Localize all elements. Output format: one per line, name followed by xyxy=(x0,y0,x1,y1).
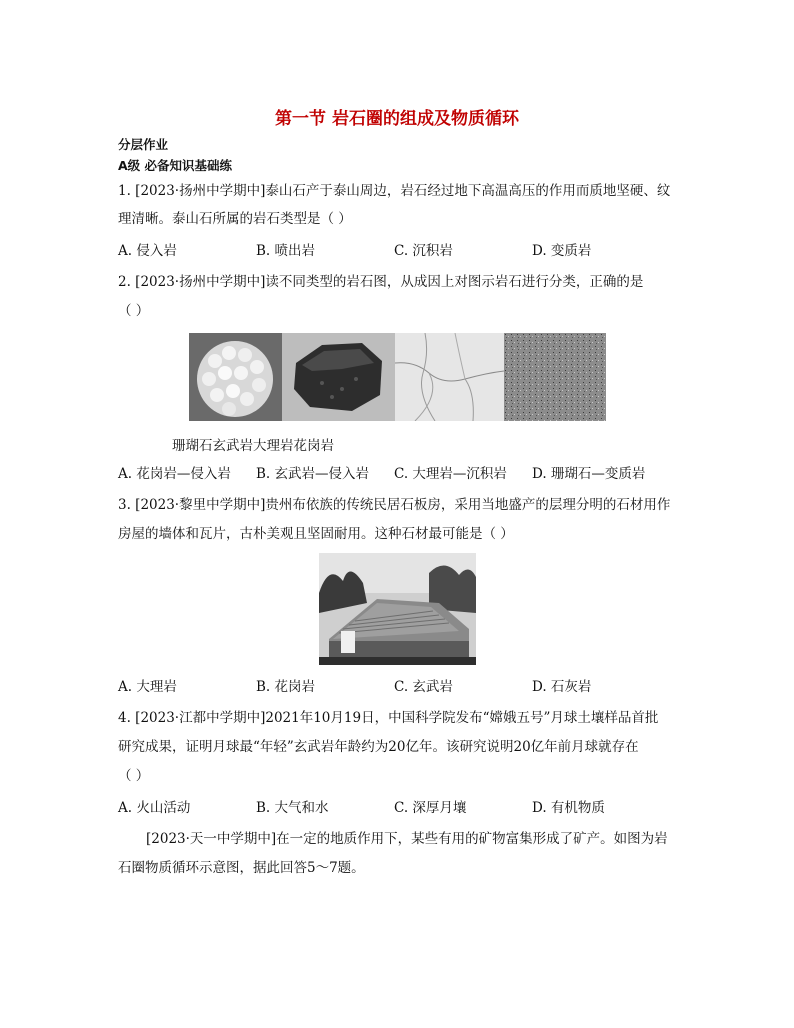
q2-stem-line2: （ ） xyxy=(118,303,150,319)
q2-option-d[interactable]: D. 珊瑚石—变质岩 xyxy=(532,466,646,482)
q1-option-a[interactable]: A. 侵入岩 xyxy=(118,243,177,259)
basalt-image xyxy=(282,333,395,421)
granite-image xyxy=(504,333,606,421)
q4-option-b[interactable]: B. 大气和水 xyxy=(256,800,329,816)
q1-stem-line2: 理清晰。泰山石所属的岩石类型是（ ） xyxy=(118,211,352,227)
coral-stone-image xyxy=(189,333,282,421)
intro-line1: [2023·天一中学期中]在一定的地质作用下，某些有用的矿物富集形成了矿产。如图为岩 xyxy=(146,831,668,847)
q1-stem-line1: 1. [2023·扬州中学期中]泰山石产于泰山周边，岩石经过地下高温高压的作用而质地坚硬、纹 xyxy=(118,183,671,199)
q3-option-a[interactable]: A. 大理岩 xyxy=(118,679,177,695)
q2-option-c[interactable]: C. 大理岩—沉积岩 xyxy=(394,466,507,482)
q3-stem-line2: 房屋的墙体和瓦片，古朴美观且坚固耐用。这种石材最可能是（ ） xyxy=(118,526,514,542)
q1-option-c[interactable]: C. 沉积岩 xyxy=(394,243,453,259)
q4-stem-line2: 研究成果，证明月球最“年轻”玄武岩年龄约为20亿年。该研究说明20亿年前月球就存在 xyxy=(118,739,639,755)
q4-stem-line1: 4. [2023·江都中学期中]2021年10月19日，中国科学院发布“嫦娥五号”月球土壤样品首批 xyxy=(118,710,659,726)
intro-line2: 石圈物质循环示意图，据此回答5～7题。 xyxy=(118,860,365,876)
stone-house-image xyxy=(319,553,476,665)
q3-option-c[interactable]: C. 玄武岩 xyxy=(394,679,453,695)
q4-stem-line3: （ ） xyxy=(118,768,150,784)
page-title: 第一节 岩石圈的组成及物质循环 xyxy=(275,109,519,129)
q2-option-b[interactable]: B. 玄武岩—侵入岩 xyxy=(256,466,370,482)
q1-option-d[interactable]: D. 变质岩 xyxy=(532,243,592,259)
q4-option-d[interactable]: D. 有机物质 xyxy=(532,800,605,816)
q4-option-c[interactable]: C. 深厚月壤 xyxy=(394,800,467,816)
level-heading: A级 必备知识基础练 xyxy=(118,158,233,173)
q2-stem-line1: 2. [2023·扬州中学期中]读不同类型的岩石图，从成因上对图示岩石进行分类，正确的是 xyxy=(118,274,644,290)
rock-images xyxy=(189,333,606,421)
rock-image-caption: 珊瑚石玄武岩大理岩花岗岩 xyxy=(172,438,334,454)
q4-option-a[interactable]: A. 火山活动 xyxy=(118,800,191,816)
q2-option-a[interactable]: A. 花岗岩—侵入岩 xyxy=(118,466,231,482)
section-heading: 分层作业 xyxy=(118,137,169,152)
marble-image xyxy=(395,333,504,421)
q3-stem-line1: 3. [2023·黎里中学期中]贵州布依族的传统民居石板房，采用当地盛产的层理分明的石材用作 xyxy=(118,497,671,513)
q1-option-b[interactable]: B. 喷出岩 xyxy=(256,243,316,259)
q3-option-b[interactable]: B. 花岗岩 xyxy=(256,679,316,695)
q3-option-d[interactable]: D. 石灰岩 xyxy=(532,679,592,695)
